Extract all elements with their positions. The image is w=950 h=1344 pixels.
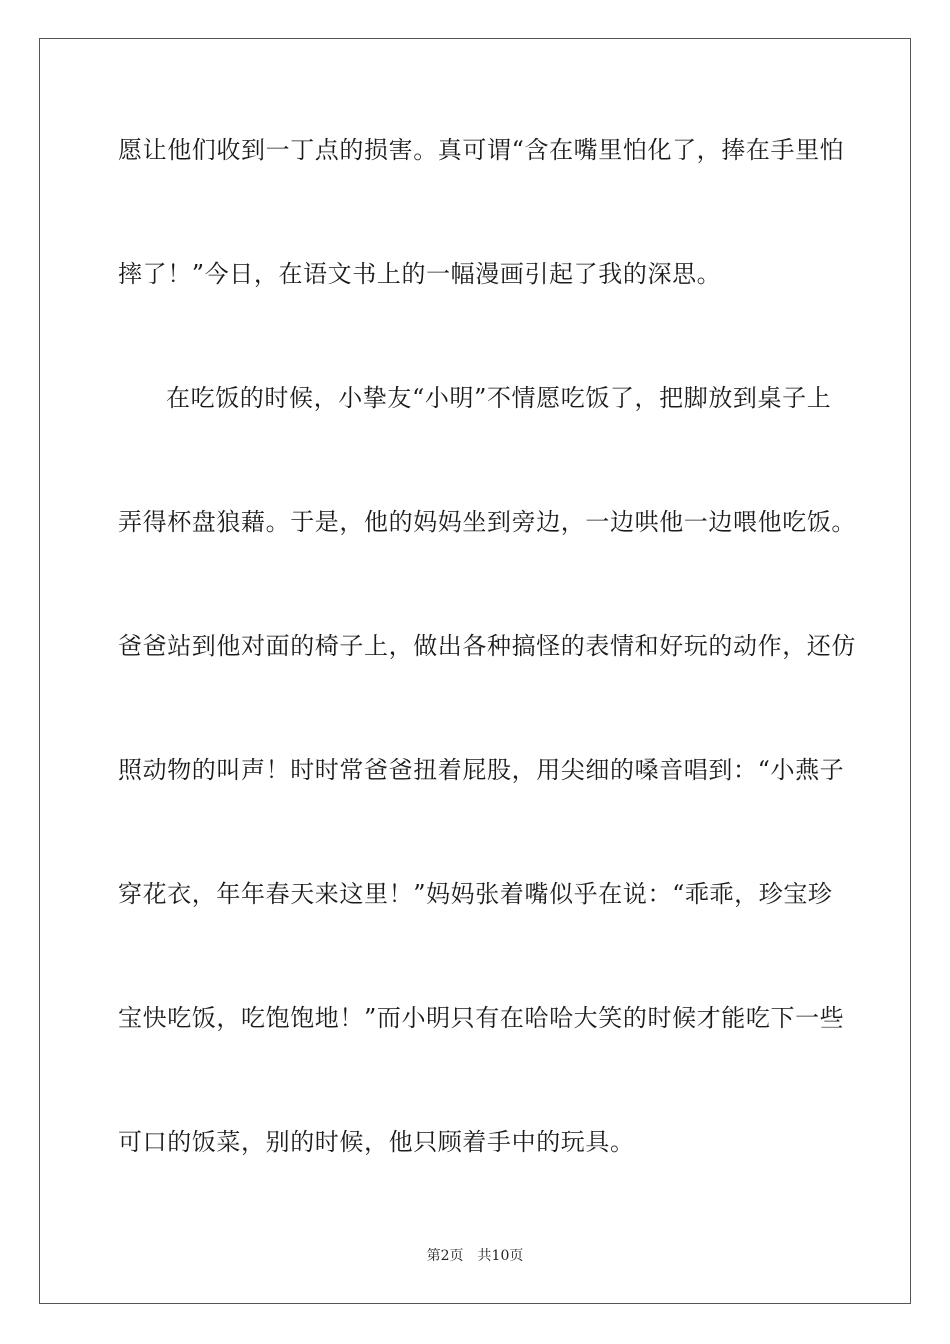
paragraph-start-line: 在吃饭的时候，小挚友“小明”不情愿吃饭了，把脚放到桌子上	[166, 384, 832, 412]
text-line-5: 爸爸站到他对面的椅子上，做出各种搞怪的表情和好玩的动作，还仿	[118, 632, 856, 660]
text-line-7: 穿花衣，年年春天来这里！”妈妈张着嘴似乎在说：“乖乖，珍宝珍	[118, 880, 833, 908]
text-line-9: 可口的饭菜，别的时候，他只顾着手中的玩具。	[118, 1128, 635, 1156]
text-line-6: 照动物的叫声！时时常爸爸扭着屁股，用尖细的嗓音唱到：“小燕子	[118, 756, 845, 784]
text-line-4: 弄得杯盘狼藉。于是，他的妈妈坐到旁边，一边哄他一边喂他吃饭。	[118, 508, 856, 536]
page-number: 第2页	[426, 1248, 464, 1264]
page-border	[39, 38, 911, 1304]
text-line-2: 摔了！”今日，在语文书上的一幅漫画引起了我的深思。	[118, 260, 722, 288]
text-line-1: 愿让他们收到一丁点的损害。真可谓“含在嘴里怕化了，捧在手里怕	[118, 136, 845, 164]
page-footer	[0, 1247, 950, 1265]
text-line-8: 宝快吃饭，吃饱饱地！”而小明只有在哈哈大笑的时候才能吃下一些	[118, 1004, 845, 1032]
page-total: 共10页	[477, 1248, 524, 1264]
